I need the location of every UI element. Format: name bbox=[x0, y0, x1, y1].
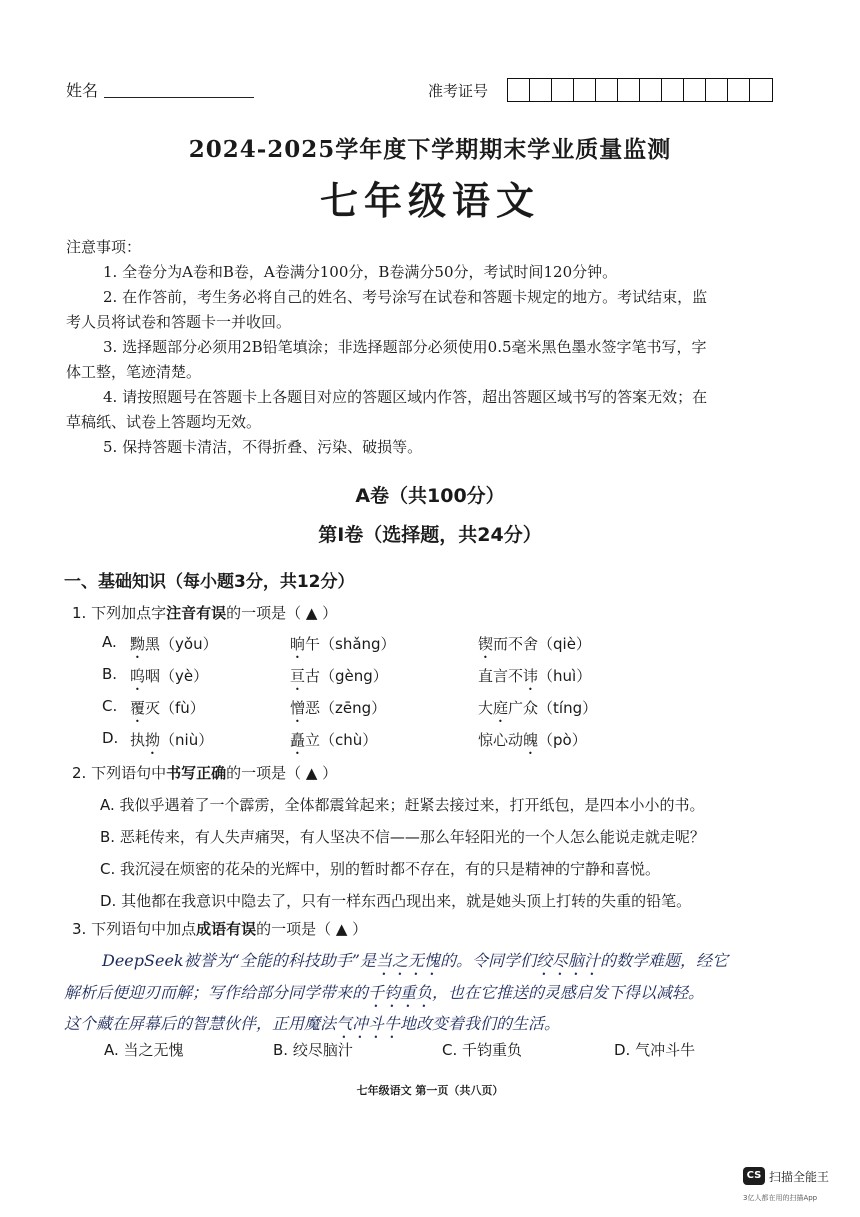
question-1-choice: 憎恶（zēng） bbox=[290, 699, 387, 717]
scanner-tagline: 3亿人都在用的扫描App bbox=[743, 1194, 818, 1202]
exam-number-label: 准考证号 bbox=[428, 82, 489, 100]
question-3-stem bbox=[72, 918, 367, 939]
passage-line: DeepSeek被誉为“全能的科技助手”是当之无愧的。令同学们绞尽脑汁的数学难题，经它 bbox=[102, 951, 729, 970]
question-1-choice: 惊心动魄（pò） bbox=[478, 731, 587, 749]
paper-a-heading: A卷（共100分） bbox=[355, 485, 505, 507]
question-2-option-d: D. 其他都在我意识中隐去了，只有一样东西凸现出来，就是她头顶上打转的失重的铅笔。 bbox=[100, 892, 692, 910]
question-3-pre: 3. 下列语句中加点 bbox=[72, 920, 197, 938]
question-2-stem bbox=[72, 762, 337, 783]
question-3-option-d: D. 气冲斗牛 bbox=[614, 1041, 696, 1059]
name-label: 姓名 bbox=[66, 81, 99, 100]
question-1-choice: 晌午（shǎng） bbox=[290, 635, 396, 653]
question-1-choice: 矗立（chù） bbox=[290, 731, 378, 749]
exam-number-box bbox=[596, 79, 618, 101]
exam-title: 2024-2025学年度下学期期末学业质量监测 bbox=[188, 136, 672, 163]
exam-number-box bbox=[684, 79, 706, 101]
option-letter: D. bbox=[102, 729, 119, 747]
notice-heading: 注意事项： bbox=[66, 238, 142, 256]
question-1-choice: 亘古（gèng） bbox=[290, 667, 388, 685]
exam-number-box bbox=[508, 79, 530, 101]
notice-item: 2. 在作答前，考生务必将自己的姓名、考号涂写在试卷和答题卡规定的地方。考试结束，监 bbox=[103, 288, 708, 306]
page-footer: 七年级语文 第一页（共八页） bbox=[356, 1084, 504, 1097]
question-1-choice: 呜咽（yè） bbox=[130, 667, 209, 685]
exam-number-box bbox=[640, 79, 662, 101]
question-1-stem bbox=[72, 602, 337, 623]
question-1-choice: 黝黑（yǒu） bbox=[130, 635, 218, 653]
notice-item: 考人员将试卷和答题卡一并收回。 bbox=[66, 313, 292, 331]
question-2-pre: 2. 下列语句中 bbox=[72, 764, 167, 782]
question-1-choice: 执拗（niù） bbox=[130, 731, 214, 749]
question-3-post: 的一项是（ ▲ ） bbox=[256, 920, 368, 938]
notice-item: 4. 请按照题号在答题卡上各题目对应的答题区域内作答，超出答题区域书写的答案无效；在 bbox=[103, 388, 708, 406]
passage-line: 解析后便迎刃而解；写作给部分同学带来的千钧重负，也在它推送的灵感启发下得以减轻。 bbox=[64, 983, 705, 1002]
question-1-choice: 直言不讳（huì） bbox=[478, 667, 592, 685]
exam-number-box bbox=[750, 79, 772, 101]
exam-number-box bbox=[574, 79, 596, 101]
section-i-heading: 第Ⅰ卷（选择题，共24分） bbox=[318, 524, 542, 546]
question-3-option-b: B. 绞尽脑汁 bbox=[273, 1041, 353, 1059]
name-line bbox=[104, 97, 254, 98]
notice-item: 体工整，笔迹清楚。 bbox=[66, 363, 202, 381]
exam-number-box bbox=[530, 79, 552, 101]
question-1-choice: 覆灭（fù） bbox=[130, 699, 205, 717]
notice-item: 草稿纸、试卷上答题均无效。 bbox=[66, 413, 262, 431]
notice-item: 1. 全卷分为A卷和B卷，A卷满分100分，B卷满分50分，考试时间120分钟。 bbox=[103, 263, 618, 281]
question-1-post: 的一项是（ ▲ ） bbox=[226, 604, 338, 622]
question-2-option-b: B. 恶耗传来，有人失声痛哭，有人坚决不信——那么年轻阳光的一个人怎么能说走就走呢？ bbox=[100, 828, 705, 846]
option-letter: B. bbox=[102, 665, 118, 683]
exam-number-box bbox=[618, 79, 640, 101]
scanner-app-name: 扫描全能王 bbox=[769, 1170, 830, 1184]
option-letter: A. bbox=[102, 633, 117, 651]
exam-number-grid bbox=[507, 78, 773, 102]
exam-number-box bbox=[662, 79, 684, 101]
question-2-post: 的一项是（ ▲ ） bbox=[226, 764, 338, 782]
question-1-choice: 锲而不舍（qiè） bbox=[478, 635, 591, 653]
question-2-option-a: A. 我似乎遇着了一个霹雳，全体都震耸起来；赶紧去接过来，打开纸包，是四本小小的书。 bbox=[100, 796, 705, 814]
question-3-option-c: C. 千钧重负 bbox=[442, 1041, 523, 1059]
exam-number-box bbox=[728, 79, 750, 101]
question-3-option-a: A. 当之无愧 bbox=[104, 1041, 184, 1059]
question-1-pre: 1. 下列加点字 bbox=[72, 604, 167, 622]
question-3-key: 成语有误 bbox=[196, 920, 257, 938]
camscanner-logo-icon: CS bbox=[743, 1167, 765, 1185]
question-2-key: 书写正确 bbox=[166, 764, 227, 782]
question-2-option-c: C. 我沉浸在烦密的花朵的光辉中，别的暂时都不存在，有的只是精神的宁静和喜悦。 bbox=[100, 860, 661, 878]
passage-line: 这个藏在屏幕后的智慧伙伴，正用魔法气冲斗牛地改变着我们的生活。 bbox=[64, 1014, 561, 1033]
exam-number-box bbox=[552, 79, 574, 101]
exam-number-box bbox=[706, 79, 728, 101]
notice-item: 3. 选择题部分必须用2B铅笔填涂；非选择题部分必须使用0.5毫米黑色墨水签字笔书写，字 bbox=[103, 338, 707, 356]
option-letter: C. bbox=[102, 697, 118, 715]
question-1-choice: 大庭广众（tíng） bbox=[478, 699, 598, 717]
part-one-heading: 一、基础知识（每小题3分，共12分） bbox=[64, 572, 355, 592]
notice-item: 5. 保持答题卡清洁，不得折叠、污染、破损等。 bbox=[103, 438, 423, 456]
subject-title: 七年级语文 bbox=[319, 178, 540, 223]
question-1-key: 注音有误 bbox=[166, 604, 227, 622]
